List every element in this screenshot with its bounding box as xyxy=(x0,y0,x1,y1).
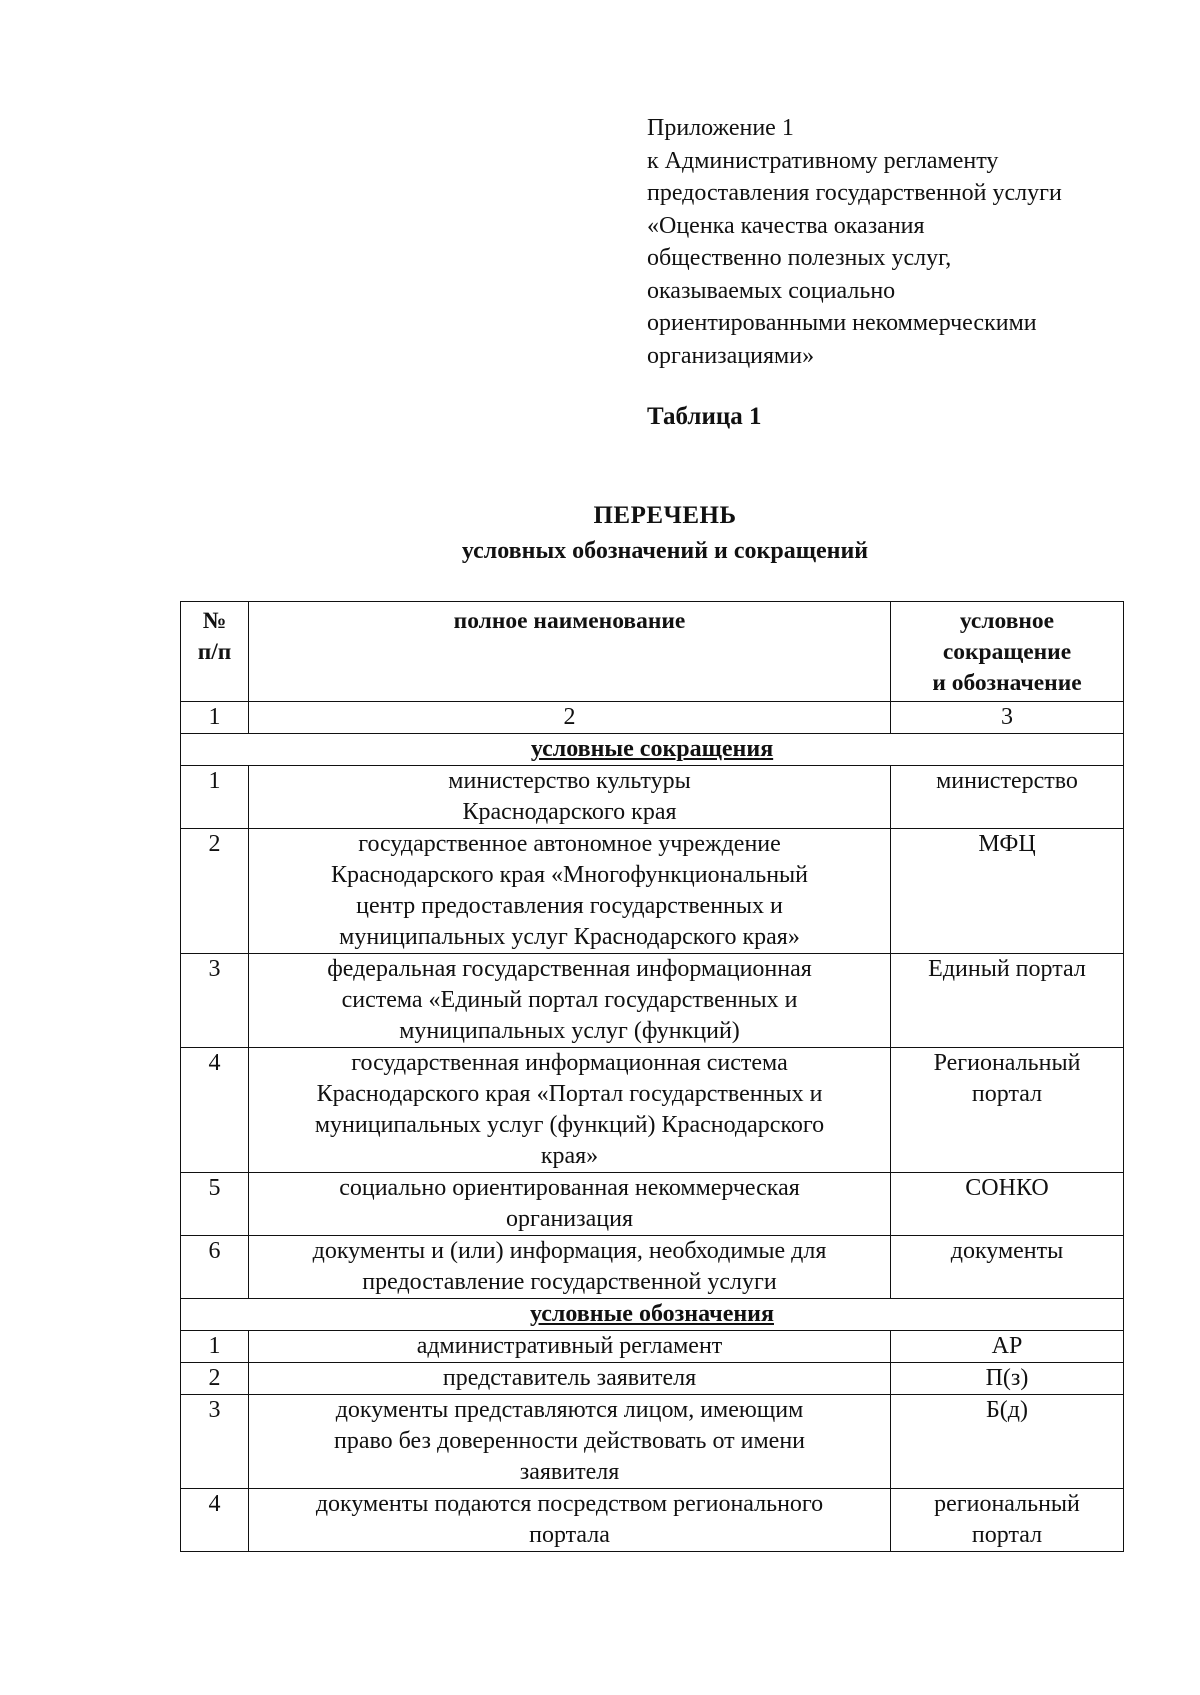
row-number: 3 xyxy=(181,954,249,1048)
row-number: 1 xyxy=(181,1331,249,1363)
column-index-row xyxy=(181,702,1124,734)
table-row xyxy=(181,766,1124,829)
row-number: 1 xyxy=(181,766,249,829)
table-row xyxy=(181,954,1124,1048)
row-number: 2 xyxy=(181,829,249,954)
row-number: 3 xyxy=(181,1395,249,1489)
appendix-line: оказываемых социально xyxy=(647,277,896,304)
row-abbreviation: СОНКО xyxy=(891,1173,1124,1236)
row-abbreviation: Региональный портал xyxy=(891,1048,1124,1173)
row-abbreviation: П(з) xyxy=(891,1363,1124,1395)
document-title: ПЕРЕЧЕНЬ xyxy=(593,502,737,529)
document-subtitle: условных обозначений и сокращений xyxy=(461,538,869,564)
row-abbreviation: документы xyxy=(891,1236,1124,1299)
table-row xyxy=(181,1395,1124,1489)
row-full-name: министерство культуры Краснодарского края xyxy=(249,766,891,829)
row-full-name: документы представляются лицом, имеющим право без доверенности действовать от имени заявителя xyxy=(249,1395,891,1489)
row-number: 6 xyxy=(181,1236,249,1299)
abbreviations-table xyxy=(180,601,1124,1552)
row-number: 2 xyxy=(181,1363,249,1395)
appendix-line: организациями» xyxy=(647,342,815,369)
table-row xyxy=(181,1489,1124,1552)
section-title-designations: условные обозначения xyxy=(181,1299,1124,1331)
column-index: 1 xyxy=(181,702,249,734)
row-abbreviation: МФЦ xyxy=(891,829,1124,954)
appendix-line: к Административному регламенту xyxy=(647,147,999,174)
table-row xyxy=(181,1331,1124,1363)
row-abbreviation: министерство xyxy=(891,766,1124,829)
row-full-name: государственная информационная система Краснодарского края «Портал государственных и муниципальных услуг (функций) Краснодарского края» xyxy=(249,1048,891,1173)
table-row xyxy=(181,1173,1124,1236)
table-row xyxy=(181,1236,1124,1299)
table-body xyxy=(181,602,1124,1552)
row-number: 5 xyxy=(181,1173,249,1236)
table-row xyxy=(181,829,1124,954)
section-row xyxy=(181,1299,1124,1331)
row-full-name: документы подаются посредством регионального портала xyxy=(249,1489,891,1552)
row-full-name: социально ориентированная некоммерческая организация xyxy=(249,1173,891,1236)
appendix-line: ориентированными некоммерческими xyxy=(647,310,1037,336)
column-index: 3 xyxy=(891,702,1124,734)
row-full-name: федеральная государственная информационная система «Единый портал государственных и муниципальных услуг (функций) xyxy=(249,954,891,1048)
appendix-header xyxy=(647,112,1167,372)
row-abbreviation: АР xyxy=(891,1331,1124,1363)
appendix-line: предоставления государственной услуги xyxy=(647,180,1062,206)
row-abbreviation: региональный портал xyxy=(891,1489,1124,1552)
row-full-name: представитель заявителя xyxy=(249,1363,891,1395)
row-abbreviation: Б(д) xyxy=(891,1395,1124,1489)
column-index: 2 xyxy=(249,702,891,734)
section-title-abbreviations: условные сокращения xyxy=(181,734,1124,766)
appendix-line: общественно полезных услуг, xyxy=(647,245,952,271)
header-number: № п/п xyxy=(181,602,249,702)
header-full-name: полное наименование xyxy=(249,602,891,702)
header-abbreviation: условное сокращение и обозначение xyxy=(891,602,1124,702)
table-header-row xyxy=(181,602,1124,702)
section-row xyxy=(181,734,1124,766)
row-number: 4 xyxy=(181,1489,249,1552)
row-full-name: административный регламент xyxy=(249,1331,891,1363)
row-number: 4 xyxy=(181,1048,249,1173)
table-row xyxy=(181,1363,1124,1395)
row-full-name: документы и (или) информация, необходимые для предоставление государственной услуги xyxy=(249,1236,891,1299)
appendix-line: Приложение 1 xyxy=(647,115,794,141)
table-label: Таблица 1 xyxy=(647,403,762,430)
row-full-name: государственное автономное учреждение Краснодарского края «Многофункциональный центр предоставления государственных и муниципальных услуг Краснодарского края» xyxy=(249,829,891,954)
appendix-line: «Оценка качества оказания xyxy=(647,212,925,239)
row-abbreviation: Единый портал xyxy=(891,954,1124,1048)
table-row xyxy=(181,1048,1124,1173)
